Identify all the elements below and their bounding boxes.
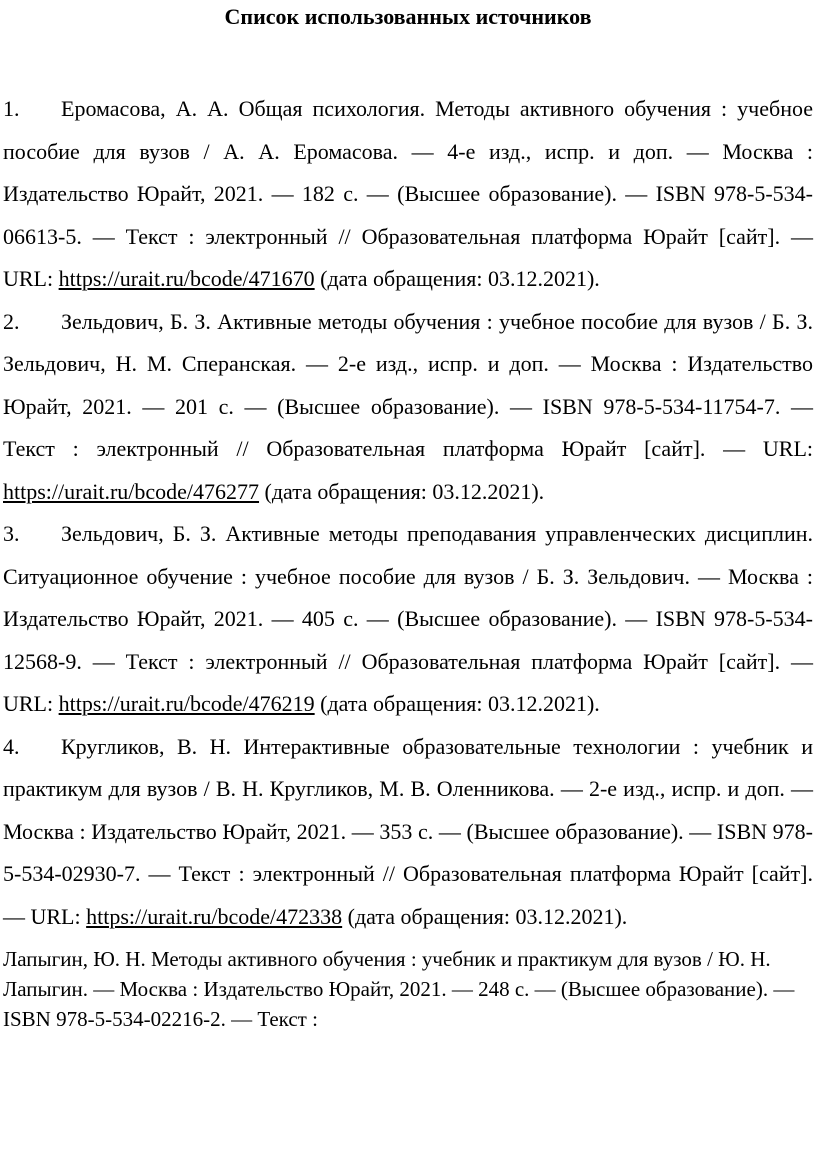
references-list (3, 88, 813, 938)
reference-entry-2 (3, 301, 813, 514)
entry-url-link[interactable]: https://urait.ru/bcode/476219 (58, 691, 315, 716)
reference-entry-3 (3, 513, 813, 726)
entry-access-date: (дата обращения: 03.12.2021). (314, 266, 600, 291)
entry-text: Кругликов, В. Н. Интерактивные образовательные технологии : учебник и практикум для вузов / В. Н. Кругликов, М. В. Оленникова. — 2-е изд., испр. и доп. — Москва : Издательство Юрайт, 2021. — 353 с. — (Высшее образование). — ISBN 978-5-534-02930-7. — Текст : электронный // Образовательная платформа Юрайт [сайт]. — URL: (3, 733, 813, 929)
entry-url-link[interactable]: https://urait.ru/bcode/472338 (86, 903, 343, 929)
entry-url-link[interactable]: https://urait.ru/bcode/471670 (58, 266, 315, 291)
entry-number: 2. (3, 308, 20, 334)
entry-number: 1. (3, 96, 20, 121)
entry-text: Зельдович, Б. З. Активные методы обучения : учебное пособие для вузов / Б. З. Зельдович, Н. М. Сперанская. — 2-е изд., испр. и доп. — Москва : Издательство Юрайт, 2021. — 201 с. — (Высшее образование). — ISBN 978-5-534-11754-7. — Текст : электронный // Образовательная платформа Юрайт [сайт]. — URL: (3, 308, 813, 461)
entry-url-link[interactable]: https://urait.ru/bcode/476277 (3, 478, 260, 504)
entry-text: Зельдович, Б. З. Активные методы преподавания управленческих дисциплин. Ситуационное обучение : учебное пособие для вузов / Б. З. Зельдович. — Москва : Издательство Юрайт, 2021. — 405 с. — (Высшее образование). — ISBN 978-5-534-12568-9. — Текст : электронный // Образовательная платформа Юрайт [сайт]. — URL: (3, 521, 813, 716)
page-title: Список использованных источников (224, 4, 592, 29)
entry-number: 4. (3, 733, 20, 759)
reference-entry-5-partial: Лапыгин, Ю. Н. Методы активного обучения : учебник и практикум для вузов / Ю. Н. Лапыгин. — Москва : Издательство Юрайт, 2021. — 248 с. — (Высшее образование). — ISBN 978-5-534-02216-2. — Текст : (3, 947, 795, 1031)
entry-access-date: (дата обращения: 03.12.2021). (342, 903, 628, 929)
entry-text: Еромасова, А. А. Общая психология. Методы активного обучения : учебное пособие для вузов / А. А. Еромасова. — 4-е изд., испр. и доп. — Москва : Издательство Юрайт, 2021. — 182 с. — (Высшее образование). — ISBN 978-5-534-06613-5. — Текст : электронный // Образовательная платформа Юрайт [сайт]. — URL: (3, 96, 813, 291)
entry-access-date: (дата обращения: 03.12.2021). (259, 478, 545, 504)
entry-number: 3. (3, 521, 20, 546)
reference-entry-1 (3, 88, 813, 301)
entry-access-date: (дата обращения: 03.12.2021). (314, 691, 600, 716)
reference-entry-4 (3, 726, 813, 939)
